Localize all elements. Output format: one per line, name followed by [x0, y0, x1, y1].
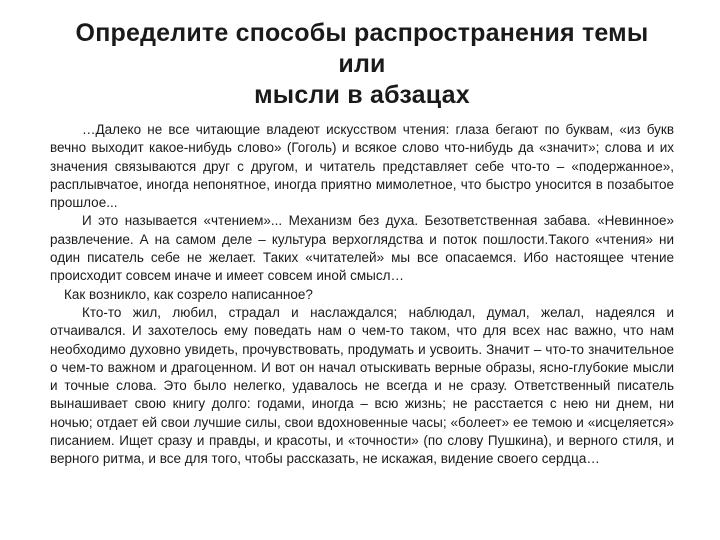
- slide-title: [50, 18, 674, 111]
- title-line-1: Определите способы распространения темы или: [75, 19, 649, 78]
- paragraph-3: Как возникло, как созрело написанное?: [64, 286, 313, 302]
- paragraph-2: И это называется «чтением»... Механизм без духа. Безответственная забава. «Невинное» развлечение. А на самом деле – культура верхоглядства и поток пошлости.Такого «чтения» ни один писатель себе не желает. Таких «читателей» мы все опасаемся. Ибо настоящее чтение происходит совсем иначе и имеет совсем иной смысл…: [50, 213, 674, 284]
- paragraph-1: …Далеко не все читающие владеют искусством чтения: глаза бегают по буквам, «из букв вечно выходит какое-нибудь слово» (Гоголь) и всякое слово что-нибудь да «значит»; слова и их значения связываются друг с другом, и читатель представляет себе что-то – «подержанное», расплывчатое, иногда непонятное, иногда приятно мимолетное, что быстро уносится в позабытое прошлое...: [50, 122, 674, 211]
- text-body: [50, 121, 674, 469]
- title-line-2: мысли в абзацах: [254, 81, 470, 109]
- paragraph-4: Кто-то жил, любил, страдал и наслаждался; наблюдал, думал, желал, надеялся и отчаивался. И захотелось ему поведать нам о чем-то таком, что для всех нас важно, что нам необходимо духовно увидеть, прочувствовать, продумать и усвоить. Значит – что-то значительное о чем-то важном и драгоценном. И вот он начал отыскивать верные образы, ясно-глубокие мысли и точные слова. Это было нелегко, удавалось не всегда и не сразу. Ответственный писатель вынашивает свою книгу долго: годами, иногда – всю жизнь; не расстается с нею ни днем, ни ночью; отдает ей свои лучшие силы, свои вдохновенные часы; «болеет» ее темою и «исцеляется» писанием. Ищет сразу и правды, и красоты, и «точности» (по слову Пушкина), и верного стиля, и верного ритма, и все для того, чтобы рассказать, не искажая, видение своего сердца…: [50, 304, 674, 467]
